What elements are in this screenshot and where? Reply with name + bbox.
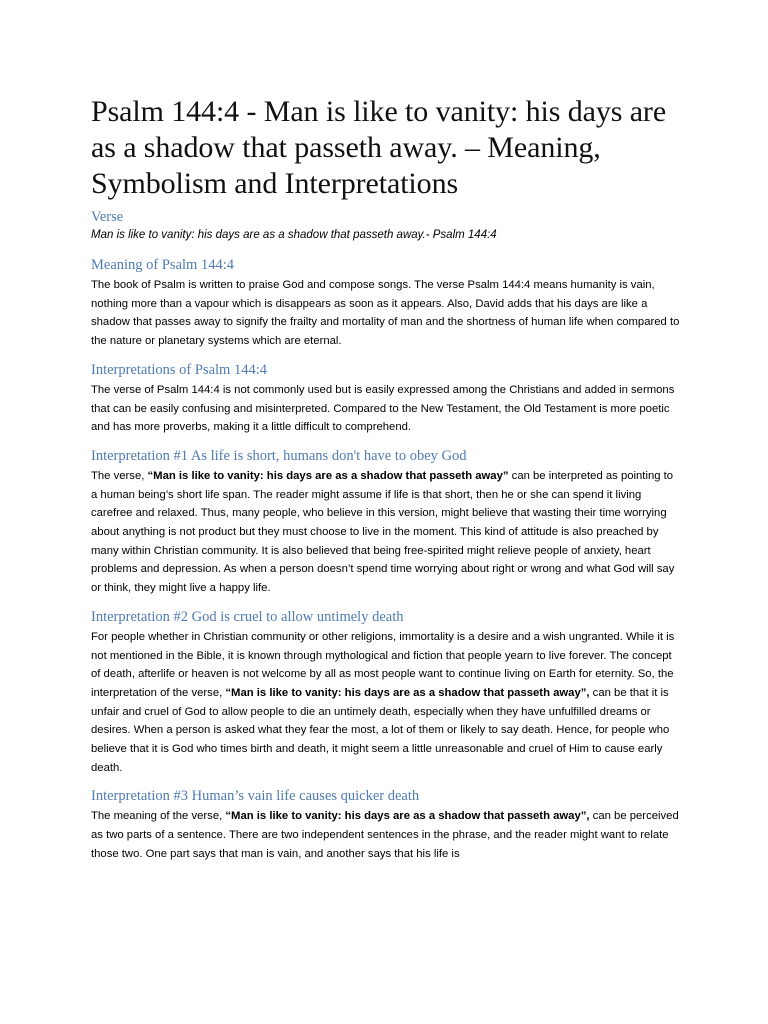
interpretation-3-quote: “Man is like to vanity: his days are as a shadow that passeth away”, xyxy=(225,810,590,823)
interpretation-2-section xyxy=(91,608,682,778)
interpretation-1-text: can be interpreted as pointing to a human being’s short life span. The reader might assume if life is that short, then he or she can spend it living carefree and relaxed. Thus, many people, who believe in this version, might believe that wasting their time worrying about anything is not product but they must choose to live in the moment. This kind of attitude is also preached by many within Christian community. It is also believed that being free-spirited might relieve people of anxiety, heart problems and depression. As when a person doesn’t spend time worrying about right or wrong and what God will say or think, they might live a happy life. xyxy=(91,469,675,595)
verse-text: Man is like to vanity: his days are as a shadow that passeth away.- Psalm 144:4 xyxy=(91,229,497,241)
interpretation-3-heading: Interpretation #3 Human’s vain life causes quicker death xyxy=(91,788,420,805)
verse-heading: Verse xyxy=(91,209,124,225)
interpretation-2-quote: “Man is like to vanity: his days are as a shadow that passeth away”, xyxy=(225,686,590,699)
meaning-paragraph: The book of Psalm is written to praise God and compose songs. The verse Psalm 144:4 means humanity is vain, nothing more than a vapour which is disappears as soon as it appears. Also, David adds that his days are like a shadow that passes away to signify the frailty and mortality of man and the shortness of human life when compared to the nature or planetary systems which are eternal. xyxy=(91,279,680,348)
interpretation-3-text: can be perceived as two parts of a sentence. There are two independent sentences in the phrase, and the reader might want to relate those two. One part says that man is vain, and another says that his life is xyxy=(91,810,679,860)
interpretation-3-section xyxy=(91,787,682,863)
interpretation-1-paragraph xyxy=(91,467,682,598)
interpretation-2-lead: For people whether in Christian community or other religions, immortality is a desire and a wish ungranted. While it is not mentioned in the Bible, it is known through mythological and fiction that people yearn to live forever. The concept of death, afterlife or heaven is not welcome by all as most people want to continue living on Earth for eternity. So, the interpretation of the verse, xyxy=(91,630,675,699)
meaning-heading: Meaning of Psalm 144:4 xyxy=(91,257,234,273)
interpretation-1-lead: The verse, xyxy=(91,469,148,482)
interpretation-2-paragraph xyxy=(91,628,682,778)
interpretation-1-quote: “Man is like to vanity: his days are as a shadow that passeth away” xyxy=(147,469,509,482)
interpretation-3-paragraph xyxy=(91,807,682,863)
verse-section xyxy=(91,208,682,244)
document-title: Psalm 144:4 - Man is like to vanity: his days are as a shadow that passeth away. – Meaning, Symbolism and Interpretations xyxy=(91,95,667,200)
interpretation-2-heading: Interpretation #2 God is cruel to allow untimely death xyxy=(91,608,404,625)
interpretation-2-text: can be that it is unfair and cruel of God to allow people to die an untimely death, especially when they have unfulfilled dreams or desires. When a person is asked what they fear the most, a lot of them or likely to say death. Hence, for people who believe that it is God who times birth and death, it might seem a little unreasonable and cruel of Him to cause early death. xyxy=(91,686,670,774)
interpretation-1-heading: Interpretation #1 As life is short, humans don't have to obey God xyxy=(91,447,467,464)
interpretation-1-section xyxy=(91,447,682,598)
interpretations-paragraph: The verse of Psalm 144:4 is not commonly used but is easily expressed among the Christians and added in sermons that can be easily confusing and misinterpreted. Compared to the New Testament, the Old Testament is more poetic and has more proverbs, making it a little difficult to comprehend. xyxy=(91,383,675,434)
interpretation-3-lead: The meaning of the verse, xyxy=(91,810,226,823)
interpretations-heading: Interpretations of Psalm 144:4 xyxy=(91,361,267,378)
interpretations-section xyxy=(91,361,682,437)
meaning-section xyxy=(91,256,682,351)
